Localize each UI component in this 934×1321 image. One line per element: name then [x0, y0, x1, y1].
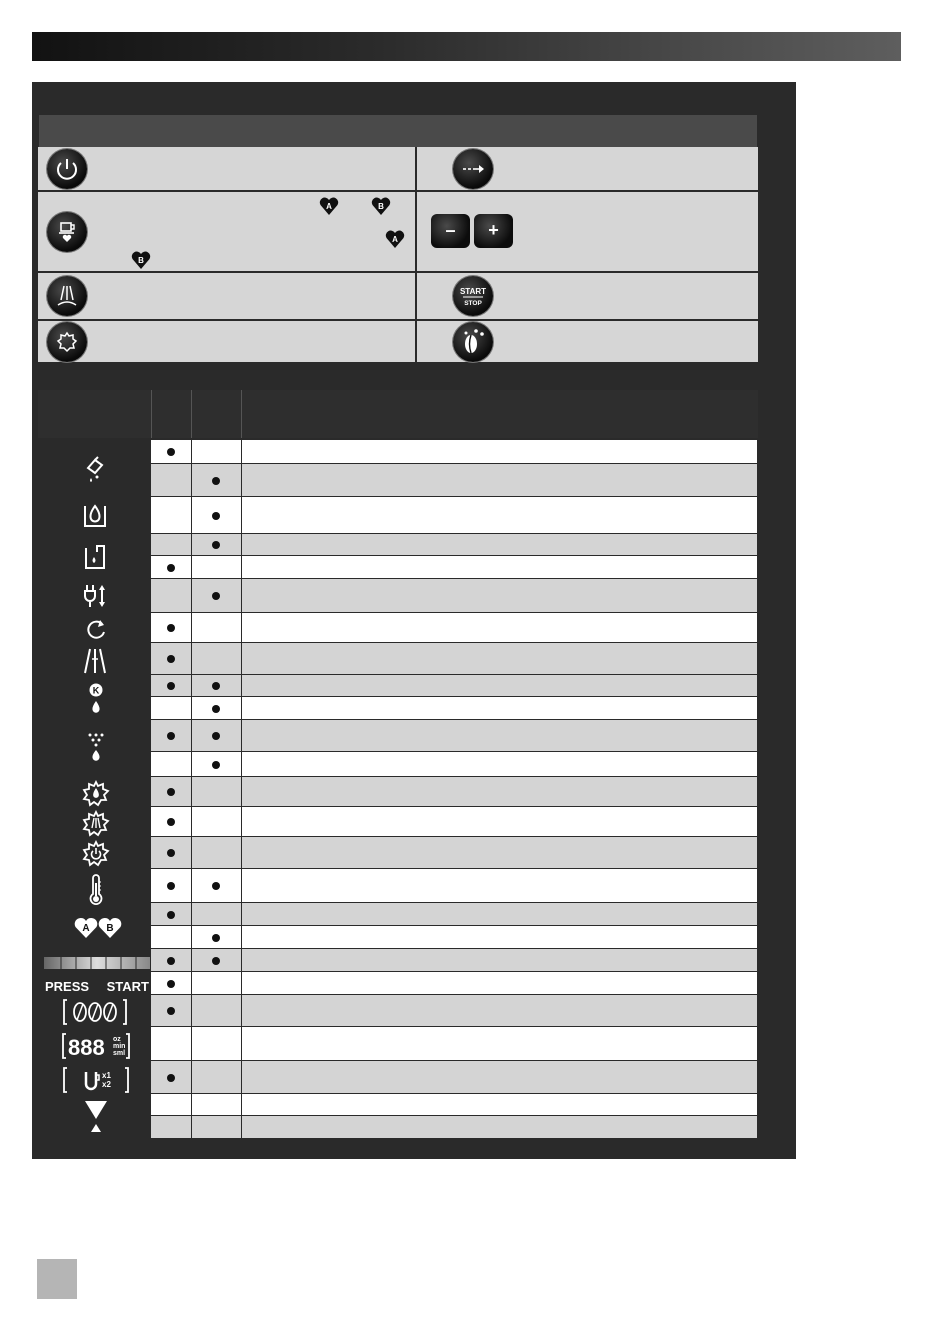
column-divider	[241, 1116, 242, 1138]
stop-label: STOP	[464, 300, 482, 307]
button-cell-settings	[38, 321, 417, 362]
status-dot-col1	[167, 564, 175, 572]
status-dot-col2	[212, 882, 220, 890]
status-dot-col1	[167, 818, 175, 826]
column-divider	[241, 497, 242, 533]
column-divider	[241, 869, 242, 902]
control-panel-section	[32, 82, 796, 1159]
column-divider	[241, 837, 242, 868]
unit-oz-label: oz	[113, 1036, 121, 1043]
plus-icon: +	[474, 214, 513, 248]
table-row	[151, 752, 757, 777]
column-divider	[241, 972, 242, 994]
column-divider	[241, 926, 242, 948]
table-row	[151, 972, 757, 995]
table-row	[151, 777, 757, 807]
table-header	[38, 390, 758, 438]
column-divider	[241, 534, 242, 555]
column-divider	[191, 837, 192, 868]
column-divider	[191, 497, 192, 533]
status-dot-col1	[167, 655, 175, 663]
column-divider	[191, 613, 192, 642]
status-dot-col1	[167, 788, 175, 796]
column-divider	[191, 1094, 192, 1115]
status-dot-col2	[212, 541, 220, 549]
table-row	[151, 1094, 757, 1116]
heart-b-icon	[131, 250, 151, 270]
table-row	[151, 440, 757, 464]
column-divider	[191, 972, 192, 994]
display-digits-label: 888	[68, 1035, 105, 1060]
column-divider	[191, 1116, 192, 1138]
column-divider	[191, 534, 192, 555]
indicator-icon-column	[38, 440, 151, 1140]
heart-a-icon	[385, 229, 405, 249]
column-divider	[241, 903, 242, 925]
gear-steam-icon	[82, 810, 110, 838]
column-divider	[241, 675, 242, 696]
status-dot-col2	[212, 682, 220, 690]
column-divider	[241, 697, 242, 719]
table-row	[151, 697, 757, 720]
column-divider	[191, 440, 192, 463]
table-row	[151, 497, 757, 534]
status-dot-col1	[167, 849, 175, 857]
buttons-header-bar	[39, 115, 757, 147]
column-divider	[241, 1061, 242, 1093]
column-divider	[241, 440, 242, 463]
header-bar	[32, 32, 901, 61]
coffee-strength-icon	[62, 998, 128, 1026]
button-row-3	[38, 273, 758, 319]
column-divider	[191, 752, 192, 776]
button-cell-start-stop	[417, 273, 758, 319]
column-divider	[191, 464, 192, 496]
column-divider	[191, 903, 192, 925]
button-row-2	[38, 192, 758, 271]
page-number-tab	[37, 1259, 77, 1299]
heart-a-label: A	[392, 235, 398, 244]
column-divider	[191, 869, 192, 902]
steam-nozzle-icon	[82, 647, 108, 675]
status-dot-col2	[212, 957, 220, 965]
status-dot-col2	[212, 592, 220, 600]
table-row	[151, 949, 757, 972]
status-dot-col1	[167, 1007, 175, 1015]
table-row	[151, 579, 757, 613]
column-divider	[191, 1061, 192, 1093]
column-divider	[241, 1094, 242, 1115]
steam-icon	[47, 276, 87, 316]
button-cell-power	[38, 147, 417, 190]
table-row	[151, 675, 757, 697]
column-divider	[191, 643, 192, 674]
column-divider	[241, 777, 242, 806]
minus-icon: –	[431, 214, 470, 248]
cup-heart-icon	[47, 212, 87, 252]
column-divider	[241, 613, 242, 642]
table-row	[151, 613, 757, 643]
column-divider	[191, 720, 192, 751]
power-icon	[47, 149, 87, 189]
status-dot-col1	[167, 732, 175, 740]
status-dot-col1	[167, 882, 175, 890]
settings-icon	[47, 322, 87, 362]
press-label: PRESS	[45, 979, 90, 994]
k-badge-label: K	[92, 685, 100, 696]
table-row	[151, 995, 757, 1027]
unit-min-label: min	[113, 1043, 126, 1050]
heart-b-icon	[371, 196, 391, 216]
table-row	[151, 720, 757, 752]
button-row-4	[38, 321, 758, 362]
status-dot-col2	[212, 761, 220, 769]
column-divider	[241, 752, 242, 776]
column-divider	[241, 720, 242, 751]
status-dot-col2	[212, 732, 220, 740]
triangle-up-icon	[90, 1123, 102, 1133]
filter-drops-icon	[85, 731, 107, 763]
arrow-right-icon	[453, 149, 493, 189]
status-dot-col1	[167, 448, 175, 456]
column-divider	[191, 995, 192, 1026]
status-dot-col1	[167, 980, 175, 988]
unit-sml-label: sml	[113, 1050, 126, 1057]
table-row	[151, 534, 757, 556]
x1-label: x1	[102, 1071, 111, 1080]
column-divider	[241, 807, 242, 836]
column-divider	[241, 949, 242, 971]
button-cell-bean	[417, 321, 758, 362]
table-row	[151, 1027, 757, 1061]
status-dot-col2	[212, 705, 220, 713]
column-divider	[191, 807, 192, 836]
progress-bar-icon	[44, 956, 150, 970]
button-grid	[38, 147, 758, 362]
heart-b-label: B	[138, 256, 144, 265]
button-row-1	[38, 147, 758, 190]
start-label: START	[459, 287, 487, 296]
column-divider	[241, 579, 242, 612]
table-row	[151, 837, 757, 869]
column-divider	[191, 675, 192, 696]
button-cell-cup-heart	[38, 192, 417, 271]
cup-count-icon	[62, 1066, 130, 1094]
table-row	[151, 903, 757, 926]
column-divider	[241, 995, 242, 1026]
table-row	[151, 869, 757, 903]
table-row	[151, 807, 757, 837]
power-plug-icon	[83, 581, 109, 609]
heart-b-label: B	[378, 202, 384, 211]
heart-ab-a-label: A	[82, 923, 90, 934]
header-cell-icon	[38, 390, 152, 438]
column-divider	[191, 777, 192, 806]
column-divider	[191, 579, 192, 612]
coffee-bean-icon	[453, 322, 493, 362]
press-start-icon	[44, 976, 150, 996]
heart-a-label: A	[326, 202, 332, 211]
table-row	[151, 1116, 757, 1139]
descale-icon	[82, 454, 106, 486]
status-dot-col2	[212, 512, 220, 520]
start-stop-icon	[453, 276, 493, 316]
status-dot-col2	[212, 934, 220, 942]
decalcify-k-icon	[85, 683, 107, 715]
column-divider	[191, 697, 192, 719]
gear-power-icon	[82, 840, 110, 868]
table-row	[151, 643, 757, 675]
column-divider	[241, 556, 242, 578]
x2-label: x2	[102, 1080, 111, 1089]
header-cell-col1	[151, 390, 192, 438]
drip-tray-icon	[83, 542, 107, 572]
status-dot-col1	[167, 911, 175, 919]
heart-ab-icon	[73, 916, 123, 940]
rinse-cycle-icon	[84, 618, 108, 642]
table-row	[151, 556, 757, 579]
column-divider	[241, 1027, 242, 1060]
button-cell-minus-plus	[417, 192, 758, 271]
gear-drop-icon	[82, 780, 110, 808]
column-divider	[191, 949, 192, 971]
status-dot-col2	[212, 477, 220, 485]
status-dot-col1	[167, 682, 175, 690]
water-tank-icon	[82, 500, 108, 530]
table-row	[151, 926, 757, 949]
heart-ab-b-label: B	[106, 923, 114, 934]
column-divider	[191, 926, 192, 948]
button-cell-arrow	[417, 147, 758, 190]
column-divider	[191, 556, 192, 578]
header-cell-col2	[192, 390, 242, 438]
status-dot-col1	[167, 624, 175, 632]
table-row	[151, 464, 757, 497]
status-dot-col1	[167, 957, 175, 965]
minus-plus-buttons	[431, 214, 513, 248]
table-row	[151, 1061, 757, 1094]
start-text-label: START	[106, 979, 149, 994]
column-divider	[191, 1027, 192, 1060]
status-dot-col1	[167, 1074, 175, 1082]
digital-display-icon	[62, 1032, 130, 1060]
column-divider	[241, 643, 242, 674]
column-divider	[241, 464, 242, 496]
button-cell-steam	[38, 273, 417, 319]
thermometer-icon	[88, 874, 104, 906]
heart-a-icon	[319, 196, 339, 216]
triangle-down-icon	[84, 1100, 108, 1120]
